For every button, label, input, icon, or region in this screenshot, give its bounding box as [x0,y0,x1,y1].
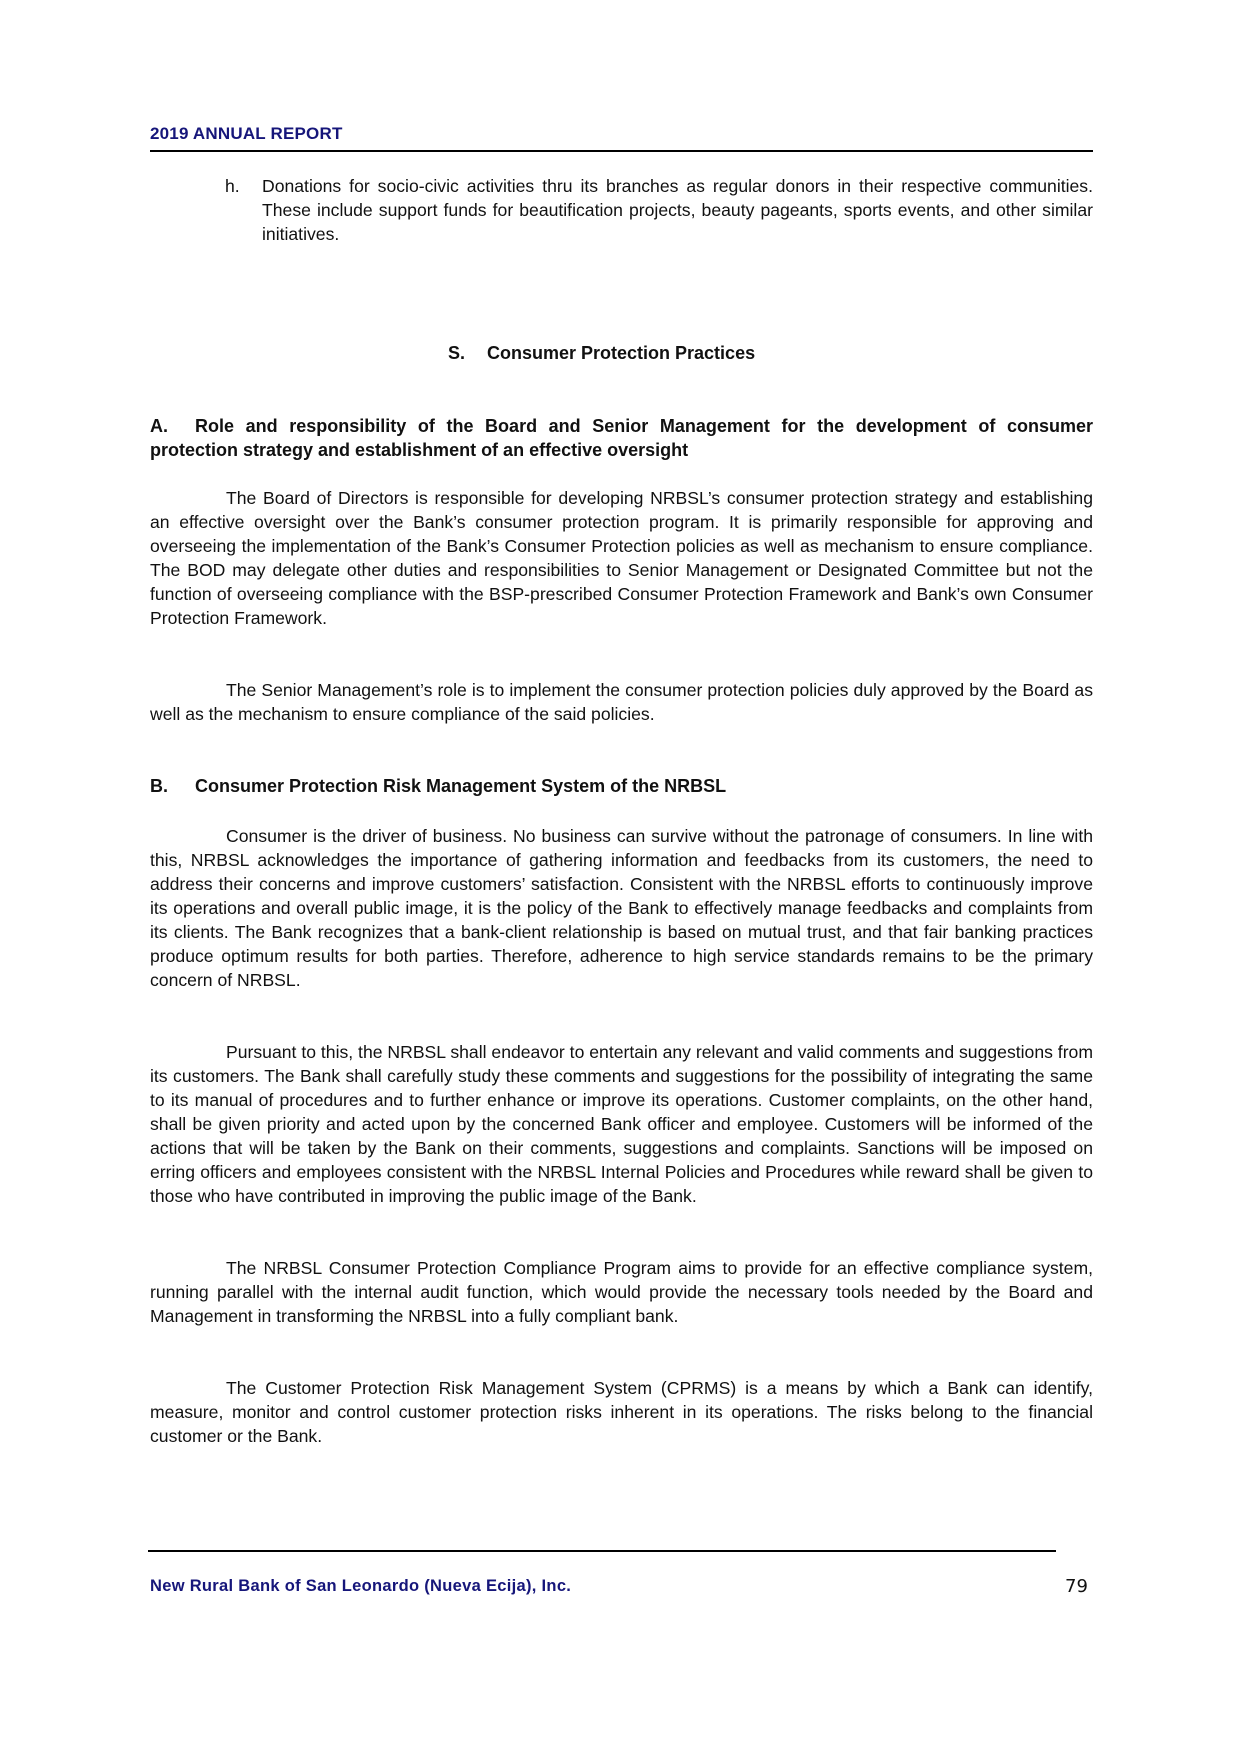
paragraph-b3 [150,1256,1093,1328]
list-marker: h. [225,176,240,196]
footer-organization: New Rural Bank of San Leonardo (Nueva Ecija), Inc. [150,1577,572,1595]
footer-rule [148,1550,1056,1552]
paragraph-b2 [150,1040,1093,1208]
running-header: 2019 ANNUAL REPORT [150,124,343,143]
paragraph-text: Pursuant to this, the NRBSL shall endeavor to entertain any relevant and valid comments and suggestions from its customers. The Bank shall carefully study these comments and suggestions for the possibility of integrating the same to its manual of procedures and to further enhance or improve its operations. Customer complaints, on the other hand, shall be given priority and acted upon by the concerned Bank officer and employee. Customers will be informed of the actions that will be taken by the Bank on their comments, suggestions and complaints. Sanctions will be imposed on erring officers and employees consistent with the NRBSL Internal Policies and Procedures while reward shall be given to those who have contributed in improving the public image of the Bank. [150,1042,1093,1206]
list-item-h [225,174,1093,246]
subsection-a-title: Role and responsibility of the Board and Senior Management for the development of consumer protection strategy and establishment of an effective oversight [150,416,1093,460]
header-rule [150,150,1093,152]
paragraph-text: The Board of Directors is responsible for developing NRBSL’s consumer protection strategy and establishing an effective oversight over the Bank’s consumer protection program. It is primarily responsible for approving and overseeing the implementation of the Bank’s Consumer Protection policies as well as mechanism to ensure compliance. The BOD may delegate other duties and responsibilities to Senior Management or Designated Committee but not the function of overseeing compliance with the BSP-prescribed Consumer Protection Framework and Bank’s own Consumer Protection Framework. [150,488,1093,628]
paragraph-a1 [150,486,1093,630]
subsection-b-title: Consumer Protection Risk Management System of the NRBSL [195,776,727,796]
subsection-b-heading [150,774,1093,798]
paragraph-b4 [150,1376,1093,1448]
paragraph-b1 [150,824,1093,992]
paragraph-text: Consumer is the driver of business. No business can survive without the patronage of consumers. In line with this, NRBSL acknowledges the importance of gathering information and feedbacks from its customers, the need to address their concerns and improve customers’ satisfaction. Consistent with the NRBSL efforts to continuously improve its operations and overall public image, it is the policy of the Bank to effectively manage feedbacks and complaints from its clients. The Bank recognizes that a bank-client relationship is based on mutual trust, and that fair banking practices produce optimum results for both parties. Therefore, adherence to high service standards remains to be the primary concern of NRBSL. [150,826,1093,990]
section-title [448,343,755,364]
subsection-b-number: B. [150,776,168,796]
section-title-text: Consumer Protection Practices [487,343,756,363]
subsection-a-heading [150,414,1093,462]
paragraph-text: The Customer Protection Risk Management System (CPRMS) is a means by which a Bank can identify, measure, monitor and control customer protection risks inherent in its operations. The risks belong to the financial customer or the Bank. [150,1378,1093,1446]
paragraph-text: The Senior Management’s role is to implement the consumer protection policies duly approved by the Board as well as the mechanism to ensure compliance of the said policies. [150,680,1093,724]
section-number: S. [448,343,466,363]
page-number: 79 [1065,1576,1088,1597]
paragraph-a2 [150,678,1093,726]
list-item-text: Donations for socio-civic activities thru its branches as regular donors in their respective communities. These include support funds for beautification projects, beauty pageants, sports events, and other similar initiatives. [262,176,1093,244]
paragraph-text: The NRBSL Consumer Protection Compliance Program aims to provide for an effective compliance system, running parallel with the internal audit function, which would provide the necessary tools needed by the Board and Management in transforming the NRBSL into a fully compliant bank. [150,1258,1093,1326]
subsection-a-number: A. [150,416,168,436]
